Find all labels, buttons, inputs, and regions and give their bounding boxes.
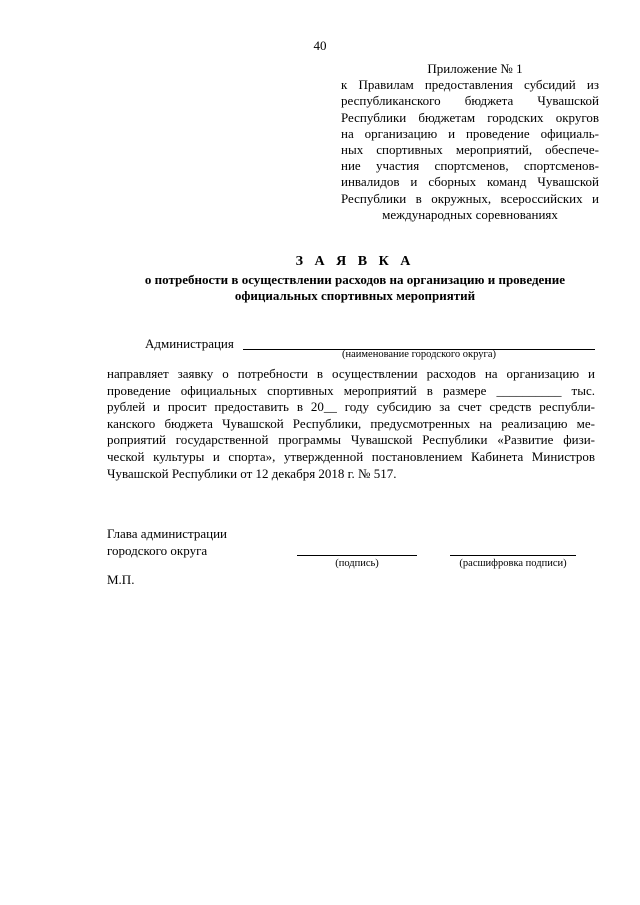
appendix-line: Республики в окружных, всероссийских и	[341, 190, 599, 206]
heading-subtitle-line1: о потребности в осуществлении расходов на организацию и проведение	[144, 272, 566, 287]
appendix-line: международных соревнованиях	[382, 206, 558, 222]
signature-field[interactable]	[297, 555, 417, 556]
appendix-line: инвалидов и сборных команд Чувашской	[341, 174, 599, 190]
body-line: роприятий государственной программы Чувашской Республики «Развитие физи-	[107, 432, 595, 448]
body-line: направляет заявку о потребности в осуществлении расходов на организацию и	[107, 366, 595, 381]
signature-decoding-caption: (расшифровка подписи)	[459, 558, 567, 569]
appendix-title: Приложение № 1	[427, 61, 523, 76]
signatory-label-line1: Глава администрации	[107, 526, 228, 541]
body-line: Чувашской Республики от 12 декабря 2018 г. № 517.	[107, 465, 397, 481]
appendix-line: на организацию и проведение официаль-	[341, 125, 599, 141]
body-line: ческой культуры и спорта», утвержденной постановлением Кабинета Министров	[107, 448, 595, 464]
appendix-line: ных спортивных мероприятий, обеспече-	[341, 142, 599, 158]
admin-name-caption: (наименование городского округа)	[342, 349, 496, 360]
appendix-block	[341, 61, 599, 223]
body-line: проведение официальных спортивных мероприятий в размере __________ тыс.	[107, 382, 595, 398]
appendix-line: ние участия спортсменов, спортсменов-	[341, 158, 599, 174]
application-body	[107, 366, 595, 482]
application-heading	[100, 254, 610, 304]
signatory-label	[107, 525, 227, 559]
body-line: рублей и просит предоставить в 20__ году субсидию за счет средств республи-	[107, 399, 595, 415]
heading-subtitle-line2: официальных спортивных мероприятий	[234, 288, 476, 303]
stamp-place-label: М.П.	[107, 572, 135, 587]
heading-title: З А Я В К А	[295, 254, 415, 269]
appendix-line: республиканского бюджета Чувашской	[341, 93, 599, 109]
appendix-line: Республики бюджетам городских округов	[341, 109, 599, 125]
page-number: 40	[313, 38, 327, 53]
admin-label: Администрация	[145, 336, 234, 351]
signature-caption: (подпись)	[335, 558, 379, 569]
appendix-line: к Правилам предоставления субсидий из	[341, 77, 599, 93]
body-line: канского бюджета Чувашской Республики, предусмотренных на реализацию ме-	[107, 415, 595, 431]
signature-decoding-field[interactable]	[450, 555, 576, 556]
signatory-label-line2: городского округа	[107, 543, 208, 558]
